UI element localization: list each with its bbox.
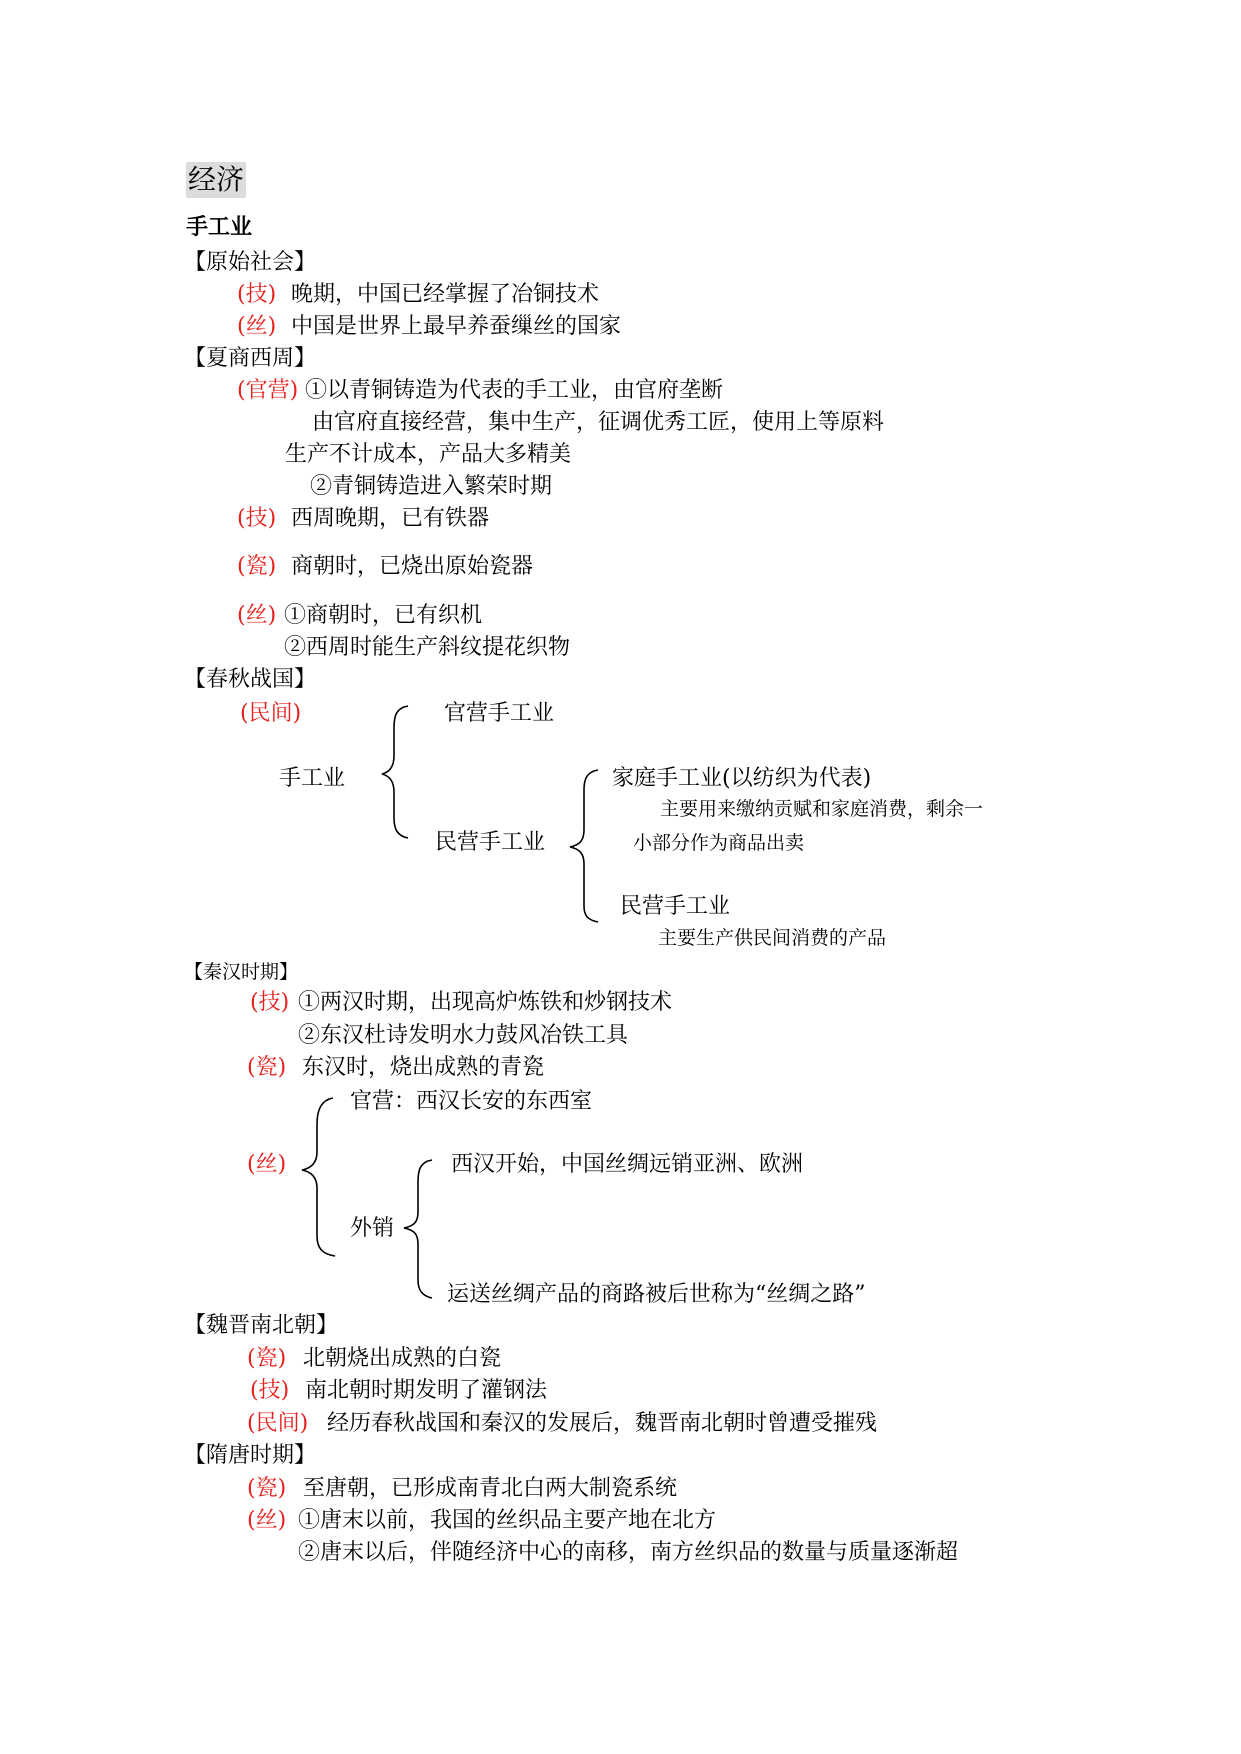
text-line: ②唐末以后，伴随经济中心的南移，南方丝织品的数量与质量逐渐超 (298, 1540, 959, 1565)
brace-shougongye (382, 706, 408, 838)
text-line: 至唐朝，已形成南青北白两大制瓷系统 (303, 1476, 678, 1501)
period-label: 【春秋战国】 (184, 667, 317, 692)
tag-minjian: (民间) (247, 1411, 309, 1436)
section-heading: 手工业 (186, 215, 253, 240)
text-line: ②青铜铸造进入繁荣时期 (310, 474, 553, 499)
text-line: 北朝烧出成熟的白瓷 (303, 1346, 502, 1371)
tag-ji: (技) (250, 990, 290, 1015)
text-line: 生产不计成本，产品大多精美 (285, 442, 572, 467)
tree-node: 民营手工业 (435, 830, 546, 855)
period-label: 【秦汉时期】 (184, 961, 299, 983)
tree-node: 家庭手工业(以纺织为代表) (612, 766, 872, 791)
period-label: 【原始社会】 (184, 250, 317, 275)
period-label: 【夏商西周】 (184, 346, 317, 371)
text-line: 晚期，中国已经掌握了冶铜技术 (291, 282, 600, 307)
text-line: ①两汉时期，出现高炉炼铁和炒钢技术 (298, 990, 673, 1015)
tag-si: (丝) (247, 1508, 287, 1533)
text-line: 中国是世界上最早养蚕缫丝的国家 (291, 314, 622, 339)
tree-node: 民营手工业 (620, 894, 731, 919)
tree-node: 官营：西汉长安的东西室 (350, 1089, 593, 1114)
tag-si: (丝) (247, 1152, 287, 1177)
tree-desc: 主要生产供民间消费的产品 (658, 927, 887, 949)
brace-minying (570, 770, 598, 922)
tag-ji: (技) (250, 1378, 290, 1403)
text-line: 东汉时，烧出成熟的青瓷 (302, 1055, 545, 1080)
text-line: ②西周时能生产斜纹提花织物 (284, 635, 571, 660)
tag-si: (丝) (237, 603, 277, 628)
tag-ji: (技) (237, 282, 277, 307)
text-line: ②东汉杜诗发明水力鼓风冶铁工具 (298, 1023, 629, 1048)
text-line: 西周晚期，已有铁器 (291, 506, 490, 531)
text-line: 经历春秋战国和秦汉的发展后，魏晋南北朝时曾遭受摧残 (327, 1411, 878, 1436)
text-line: 商朝时，已烧出原始瓷器 (291, 554, 534, 579)
page-title: 经济 (188, 163, 245, 196)
text-line: 由官府直接经营，集中生产，征调优秀工匠，使用上等原料 (312, 410, 885, 435)
text-line: ①商朝时，已有织机 (284, 603, 483, 628)
tree-desc: 主要用来缴纳贡赋和家庭消费，剩余一 (660, 798, 984, 820)
text-line: 南北朝时期发明了灌钢法 (305, 1378, 548, 1403)
period-label: 【隋唐时期】 (184, 1443, 317, 1468)
tag-ci: (瓷) (247, 1476, 287, 1501)
brace-waixiao (404, 1160, 432, 1298)
tree-root: 手工业 (279, 766, 346, 791)
tree-node: 外销 (350, 1216, 395, 1241)
tree-node: 西汉开始，中国丝绸远销亚洲、欧洲 (451, 1152, 804, 1177)
tree-desc: 小部分作为商品出卖 (633, 832, 805, 854)
tag-ci: (瓷) (247, 1055, 287, 1080)
tag-guanying: (官营) (237, 378, 299, 403)
tag-si: (丝) (237, 314, 277, 339)
tree-node: 运送丝绸产品的商路被后世称为“丝绸之路” (447, 1282, 866, 1307)
tag-minjian: (民间) (240, 701, 302, 726)
text-line: ①唐末以前，我国的丝织品主要产地在北方 (298, 1508, 717, 1533)
tree-node: 官营手工业 (444, 701, 555, 726)
period-label: 【魏晋南北朝】 (184, 1313, 339, 1338)
tag-ci: (瓷) (247, 1346, 287, 1371)
text-line: ①以青铜铸造为代表的手工业，由官府垄断 (305, 378, 724, 403)
brace-si (302, 1098, 335, 1256)
tag-ci: (瓷) (237, 554, 277, 579)
tag-ji: (技) (237, 506, 277, 531)
